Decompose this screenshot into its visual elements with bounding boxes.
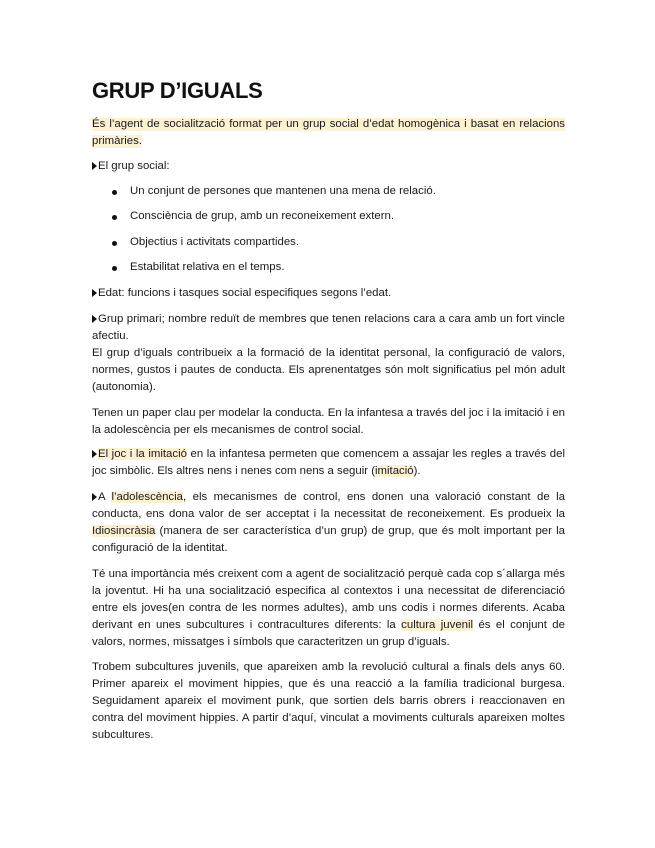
list-item: Objectius i activitats compartides. <box>92 234 565 251</box>
social-group-list <box>92 259 565 276</box>
edat-section: Edat: funcions i tasques social especifiques segons l’edat. <box>92 285 565 302</box>
subcultures-paragraph: Trobem subcultures juvenils, que apareixen amb la revolució cultural a finals dels anys 60. Primer apareix el moviment hippies, que és una reacció a la família tradicional burgesa. Seguidament apareix el moviment punk, que sortien dels barris obrers i reaccionaven en contra del moviment hippies. A partir d’aquí, vinculat a moviments culturals apareixen moltes subcultures. <box>92 661 565 741</box>
arrow-bullet-icon <box>92 162 97 170</box>
bullet-dot-icon <box>112 190 117 195</box>
importancia-paragraph: Té una importància més creixent com a agent de socialització perquè cada cop s´allarga més la joventut. Hi ha una socialització especifica al contextos i una necessitat de diferenciació entre els joves(en contra de les normes adultes), amb uns codis i normes diferents. Acaba derivant en unes subcultures i contracultures diferents: la cultura juvenil és el conjunt de valors, normes, missatges i símbols que caracteritzen un grup d’iguals. <box>92 568 565 648</box>
joc-section: El joc i la imitació en la infantesa permeten que comencem a assajar les regles a través del joc simbòlic. Els altres nens i nenes com nens a seguir (imitació). <box>92 448 565 477</box>
cultura-juvenil-highlight: cultura juvenil <box>401 619 474 631</box>
primari-section: Grup primari; nombre reduït de membres que tenen relacions cara a cara amb un fort vincle afectiu. El grup d’iguals contribueix a la formació de la identitat personal, la configuració de valors, normes, gustos i pautes de conducta. Els aprenentatges són molt significatius pel món adult (autonomia). <box>92 311 565 396</box>
arrow-bullet-icon <box>92 315 97 323</box>
bullet-dot-icon <box>112 215 117 220</box>
social-group-list <box>92 208 565 225</box>
definition-highlight: És l’agent de socialització format per un grup social d’edat homogènica i basat en relacions primàries. <box>92 118 565 147</box>
social-group-label: El grup social: <box>98 160 170 172</box>
primari-paragraph: El grup d’iguals contribueix a la formació de la identitat personal, la configuració de valors, normes, gustos i pautes de conducta. Els aprenentatges són molt significatius pel món adult (autonomia). <box>92 347 565 393</box>
bullet-dot-icon <box>112 241 117 246</box>
arrow-bullet-icon <box>92 450 97 458</box>
adolescencia-highlight: l’adolescència <box>111 491 183 503</box>
social-group-section <box>92 158 565 175</box>
page-title: GRUP D’IGUALS <box>92 78 263 103</box>
idiosincrasia-highlight: Idiosincràsia <box>92 525 156 537</box>
arrow-bullet-icon <box>92 289 97 297</box>
bullet-dot-icon <box>112 266 117 271</box>
arrow-bullet-icon <box>92 493 97 501</box>
list-item: Estabilitat relativa en el temps. <box>92 259 565 276</box>
imitacio-highlight: imitació <box>375 465 414 477</box>
adolescencia-section: A l’adolescència, els mecanismes de control, ens donen una valoració constant de la conducta, ens dona valor de ser acceptat i la necessitat de reconeixement. Es produeix la Idiosincràsia (manera de ser característica d’un grup) de grup, que és molt important per la configuració de la identitat. <box>92 491 565 554</box>
definition-block <box>92 116 565 150</box>
paper-paragraph: Tenen un paper clau per modelar la conducta. En la infantesa a través del joc i la imitació i en la adolescència per els mecanismes de control social. <box>92 407 565 436</box>
list-item: Consciència de grup, amb un reconeixement extern. <box>92 208 565 225</box>
list-item: Un conjunt de persones que mantenen una mena de relació. <box>92 183 565 200</box>
social-group-list <box>92 234 565 251</box>
social-group-list <box>92 183 565 200</box>
joc-highlight: El joc i la imitació <box>98 448 187 460</box>
